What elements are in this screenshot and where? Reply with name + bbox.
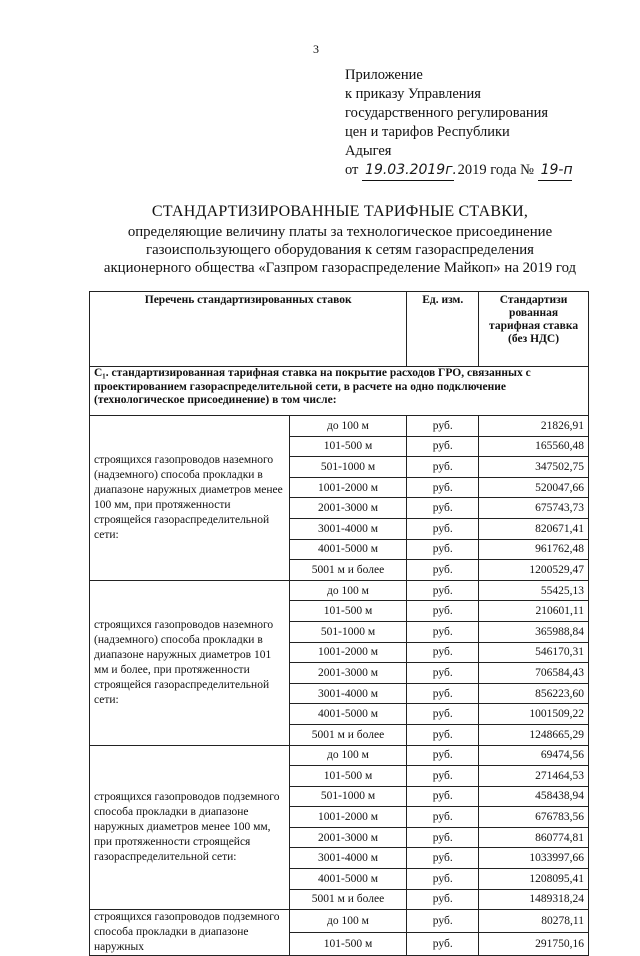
- range-cell: 101-500 м: [289, 601, 407, 622]
- value-cell: 165560,48: [479, 436, 589, 457]
- title-main: СТАНДАРТИЗИРОВАННЫЕ ТАРИФНЫЕ СТАВКИ,: [151, 203, 529, 220]
- unit-cell: руб.: [407, 766, 479, 787]
- group-description: строящихся газопроводов наземного (надземного) способа прокладки в диапазоне наружных диаметров менее 100 мм, при протяженности строящейся газораспределительной сети:: [90, 416, 290, 581]
- unit-cell: руб.: [407, 560, 479, 581]
- table-row: [90, 580, 589, 601]
- value-cell: 210601,11: [479, 601, 589, 622]
- range-cell: 101-500 м: [289, 766, 407, 787]
- value-cell: 856223,60: [479, 683, 589, 704]
- group-description: строящихся газопроводов подземного способа прокладки в диапазоне наружных диаметров менее 100 мм, при протяженности строящейся газораспределительной сети:: [90, 745, 290, 910]
- value-cell: 1200529,47: [479, 560, 589, 581]
- table-row: [90, 416, 589, 437]
- section-heading: C₁. стандартизированная тарифная ставка на покрытие расходов ГРО, связанных с проектированием газораспределительной сети, в расчете на одно подключение (технологическое присоединение) в том числе:: [90, 367, 589, 416]
- value-cell: 21826,91: [479, 416, 589, 437]
- table-header-row: [90, 292, 589, 367]
- value-cell: 69474,56: [479, 745, 589, 766]
- range-cell: 1001-2000 м: [289, 807, 407, 828]
- value-cell: 55425,13: [479, 580, 589, 601]
- date-prefix: от: [345, 162, 359, 178]
- unit-cell: руб.: [407, 683, 479, 704]
- range-cell: 101-500 м: [289, 933, 407, 956]
- range-cell: 501-1000 м: [289, 786, 407, 807]
- header-name: Перечень стандартизированных ставок: [90, 292, 407, 367]
- unit-cell: руб.: [407, 539, 479, 560]
- value-cell: 1001509,22: [479, 704, 589, 725]
- unit-cell: руб.: [407, 663, 479, 684]
- value-cell: 1248665,29: [479, 724, 589, 745]
- unit-cell: руб.: [407, 827, 479, 848]
- group-description: строящихся газопроводов наземного (надземного) способа прокладки в диапазоне наружных диаметров 101 мм и более, при протяженности строящейся газораспределительной сети:: [90, 580, 290, 745]
- unit-cell: руб.: [407, 889, 479, 910]
- unit-cell: руб.: [407, 498, 479, 519]
- range-cell: до 100 м: [289, 416, 407, 437]
- value-cell: 520047,66: [479, 477, 589, 498]
- title-line: акционерного общества «Газпром газораспределение Майкоп» на 2019 год: [103, 260, 577, 276]
- value-cell: 676783,56: [479, 807, 589, 828]
- rates-table: [89, 291, 589, 956]
- range-cell: 5001 м и более: [289, 889, 407, 910]
- value-cell: 365988,84: [479, 621, 589, 642]
- appendix-line: Адыгея: [345, 143, 392, 159]
- value-cell: 546170,31: [479, 642, 589, 663]
- value-cell: 271464,53: [479, 766, 589, 787]
- value-cell: 675743,73: [479, 498, 589, 519]
- appendix-line: цен и тарифов Республики: [345, 124, 510, 140]
- range-cell: 1001-2000 м: [289, 477, 407, 498]
- value-cell: 1033997,66: [479, 848, 589, 869]
- unit-cell: руб.: [407, 601, 479, 622]
- unit-cell: руб.: [407, 580, 479, 601]
- value-cell: 1208095,41: [479, 869, 589, 890]
- unit-cell: руб.: [407, 642, 479, 663]
- range-cell: до 100 м: [289, 910, 407, 933]
- appendix-line: Приложение: [345, 67, 423, 83]
- table-row: [90, 910, 589, 933]
- header-rate: Стандартизи рованная тарифная ставка (без НДС): [479, 292, 589, 367]
- range-cell: 5001 м и более: [289, 724, 407, 745]
- range-cell: 501-1000 м: [289, 457, 407, 478]
- value-cell: 961762,48: [479, 539, 589, 560]
- handwritten-order-number: 19-п: [538, 161, 572, 181]
- value-cell: 458438,94: [479, 786, 589, 807]
- value-cell: 291750,16: [479, 933, 589, 956]
- range-cell: 2001-3000 м: [289, 498, 407, 519]
- unit-cell: руб.: [407, 786, 479, 807]
- unit-cell: руб.: [407, 745, 479, 766]
- unit-cell: руб.: [407, 416, 479, 437]
- title-line: определяющие величину платы за технологическое присоединение: [127, 224, 553, 240]
- value-cell: 820671,41: [479, 518, 589, 539]
- unit-cell: руб.: [407, 704, 479, 725]
- unit-cell: руб.: [407, 436, 479, 457]
- value-cell: 347502,75: [479, 457, 589, 478]
- range-cell: 4001-5000 м: [289, 869, 407, 890]
- section-heading-row: [90, 367, 589, 416]
- range-cell: 3001-4000 м: [289, 683, 407, 704]
- value-cell: 860774,81: [479, 827, 589, 848]
- range-cell: 4001-5000 м: [289, 539, 407, 560]
- page-number: 3: [313, 42, 319, 56]
- unit-cell: руб.: [407, 848, 479, 869]
- unit-cell: руб.: [407, 621, 479, 642]
- appendix-line: к приказу Управления: [345, 86, 481, 102]
- range-cell: 1001-2000 м: [289, 642, 407, 663]
- range-cell: 101-500 м: [289, 436, 407, 457]
- group-description: строящихся газопроводов подземного способа прокладки в диапазоне наружных: [90, 910, 290, 956]
- range-cell: 3001-4000 м: [289, 518, 407, 539]
- unit-cell: руб.: [407, 477, 479, 498]
- range-cell: 3001-4000 м: [289, 848, 407, 869]
- range-cell: до 100 м: [289, 745, 407, 766]
- value-cell: 706584,43: [479, 663, 589, 684]
- header-unit: Ед. изм.: [407, 292, 479, 367]
- unit-cell: руб.: [407, 724, 479, 745]
- unit-cell: руб.: [407, 807, 479, 828]
- unit-cell: руб.: [407, 933, 479, 956]
- range-cell: 501-1000 м: [289, 621, 407, 642]
- range-cell: 2001-3000 м: [289, 827, 407, 848]
- value-cell: 80278,11: [479, 910, 589, 933]
- appendix-block: [345, 66, 572, 181]
- unit-cell: руб.: [407, 869, 479, 890]
- handwritten-date: 19.03.2019г.: [362, 161, 454, 181]
- title-line: газоиспользующего оборудования к сетям газораспределения: [146, 242, 534, 258]
- year-text: 2019 года №: [457, 162, 534, 178]
- range-cell: 2001-3000 м: [289, 663, 407, 684]
- range-cell: 5001 м и более: [289, 560, 407, 581]
- order-date-line: [345, 161, 572, 181]
- range-cell: до 100 м: [289, 580, 407, 601]
- unit-cell: руб.: [407, 910, 479, 933]
- appendix-line: государственного регулирования: [345, 105, 549, 121]
- unit-cell: руб.: [407, 457, 479, 478]
- unit-cell: руб.: [407, 518, 479, 539]
- value-cell: 1489318,24: [479, 889, 589, 910]
- table-row: [90, 745, 589, 766]
- range-cell: 4001-5000 м: [289, 704, 407, 725]
- document-title: [80, 203, 600, 277]
